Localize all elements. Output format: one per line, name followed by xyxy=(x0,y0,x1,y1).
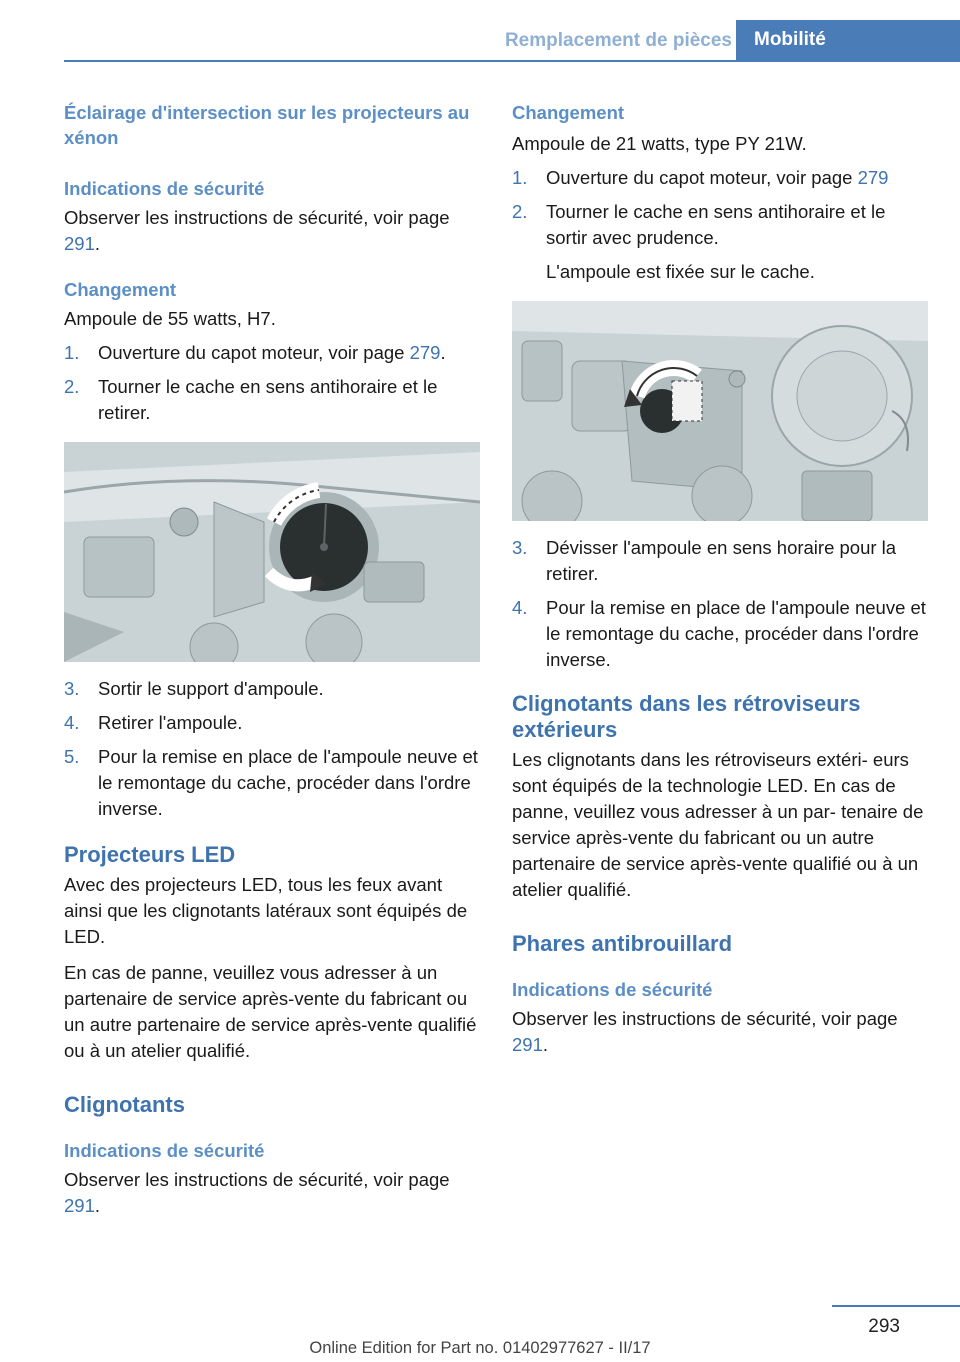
steps-list xyxy=(64,340,482,426)
safety-text: Observer les instructions de sécurité, voir page xyxy=(64,207,450,228)
step-3 xyxy=(64,676,482,702)
step-3 xyxy=(512,535,930,587)
page-link-291[interactable]: 291 xyxy=(512,1034,543,1055)
steps-list-continued xyxy=(512,535,930,673)
page-link-291[interactable]: 291 xyxy=(64,233,95,254)
header-rule xyxy=(64,60,960,62)
step-number: 5. xyxy=(64,746,80,767)
step-number: 3. xyxy=(64,678,80,699)
step-text: Retirer l'ampoule. xyxy=(98,712,243,733)
fog-lights-title: Phares antibrouillard xyxy=(512,931,733,956)
steps-list xyxy=(512,165,930,285)
bulb-spec: Ampoule de 21 watts, type PY 21W. xyxy=(512,133,807,154)
step-4 xyxy=(64,710,482,736)
step-text: Dévisser l'ampoule en sens horaire pour la retirer. xyxy=(546,537,897,584)
step-number: 4. xyxy=(64,712,80,733)
header-chapter-tab: Mobilité xyxy=(736,20,960,62)
step-text: Ouverture du capot moteur, voir page xyxy=(546,167,858,188)
page-link-279[interactable]: 279 xyxy=(857,167,889,188)
step-text: Pour la remise en place de l'ampoule neuve et le remontage du cache, procéder dans l'ordre inverse. xyxy=(546,597,926,670)
punct: . xyxy=(94,233,101,254)
right-column xyxy=(512,100,930,1058)
safety-paragraph xyxy=(64,205,482,257)
header-section-title: Remplacement de pièces xyxy=(504,30,732,51)
step-text: Sortir le support d'ampoule. xyxy=(98,678,324,699)
step-number: 2. xyxy=(512,201,528,222)
step-text: Tourner le cache en sens antihoraire et le sortir avec prudence. xyxy=(546,201,886,248)
step-text: Tourner le cache en sens antihoraire et le retirer. xyxy=(98,376,438,423)
safety-heading: Indications de sécurité xyxy=(512,979,713,1000)
step-number: 1. xyxy=(64,342,80,363)
step-number: 4. xyxy=(512,597,528,618)
punct: . xyxy=(542,1034,549,1055)
step-5 xyxy=(64,744,482,822)
safety-paragraph xyxy=(512,1006,930,1058)
punct: . xyxy=(94,1195,101,1216)
mirror-indicators-title: Clignotants dans les rétroviseurs extérieurs xyxy=(512,691,861,742)
step-text: Pour la remise en place de l'ampoule neuve et le remontage du cache, procéder dans l'ordre inverse. xyxy=(98,746,478,819)
step-number: 2. xyxy=(64,376,80,397)
punct: . xyxy=(440,342,446,363)
safety-text: Observer les instructions de sécurité, voir page xyxy=(64,1169,450,1190)
safety-paragraph xyxy=(64,1167,482,1219)
step-2 xyxy=(512,199,930,285)
footer-rule xyxy=(832,1305,960,1307)
step-note: L'ampoule est fixée sur le cache. xyxy=(546,261,815,282)
safety-text: Observer les instructions de sécurité, voir page xyxy=(512,1008,898,1029)
step-4 xyxy=(512,595,930,673)
xenon-section-title: Éclairage d'intersection sur les projecteurs au xénon xyxy=(64,102,470,148)
page-number: 293 xyxy=(868,1316,900,1337)
step-1 xyxy=(64,340,482,366)
page-header xyxy=(0,0,960,62)
safety-heading: Indications de sécurité xyxy=(64,178,265,199)
edition-footer: Online Edition for Part no. 01402977627 - II/17 xyxy=(309,1339,651,1357)
steps-list-continued xyxy=(64,676,482,822)
step-text: Ouverture du capot moteur, voir page xyxy=(98,342,410,363)
page-link-291[interactable]: 291 xyxy=(64,1195,95,1216)
step-2 xyxy=(64,374,482,426)
mirror-indicators-paragraph: Les clignotants dans les rétroviseurs extéri- eurs sont équipés de la technologie LED. En cas de panne, veuillez vous adresser à un par- tenaire de service après-vente du fabricant ou un autre partenaire de service après-vente qualifié ou à un atelier qualifié. xyxy=(512,749,924,900)
bulb-spec: Ampoule de 55 watts, H7. xyxy=(64,308,276,329)
headlight-cover-illustration xyxy=(64,442,480,662)
step-1 xyxy=(512,165,930,191)
change-heading: Changement xyxy=(64,279,177,300)
led-paragraph-2: En cas de panne, veuillez vous adresser à un partenaire de service après-vente du fabricant ou un autre partenaire de service après-vente qualifié ou à un atelier qualifié. xyxy=(64,962,477,1061)
led-paragraph-1: Avec des projecteurs LED, tous les feux avant ainsi que les clignotants latéraux sont équipés de LED. xyxy=(64,874,468,947)
step-number: 1. xyxy=(512,167,528,188)
step-number: 3. xyxy=(512,537,528,558)
change-heading: Changement xyxy=(512,102,625,123)
indicator-bulb-illustration xyxy=(512,301,928,521)
safety-heading: Indications de sécurité xyxy=(64,1140,265,1161)
led-headlights-title: Projecteurs LED xyxy=(64,842,236,867)
indicators-title: Clignotants xyxy=(64,1092,185,1117)
left-column xyxy=(64,100,482,1219)
page-link-279[interactable]: 279 xyxy=(409,342,441,363)
